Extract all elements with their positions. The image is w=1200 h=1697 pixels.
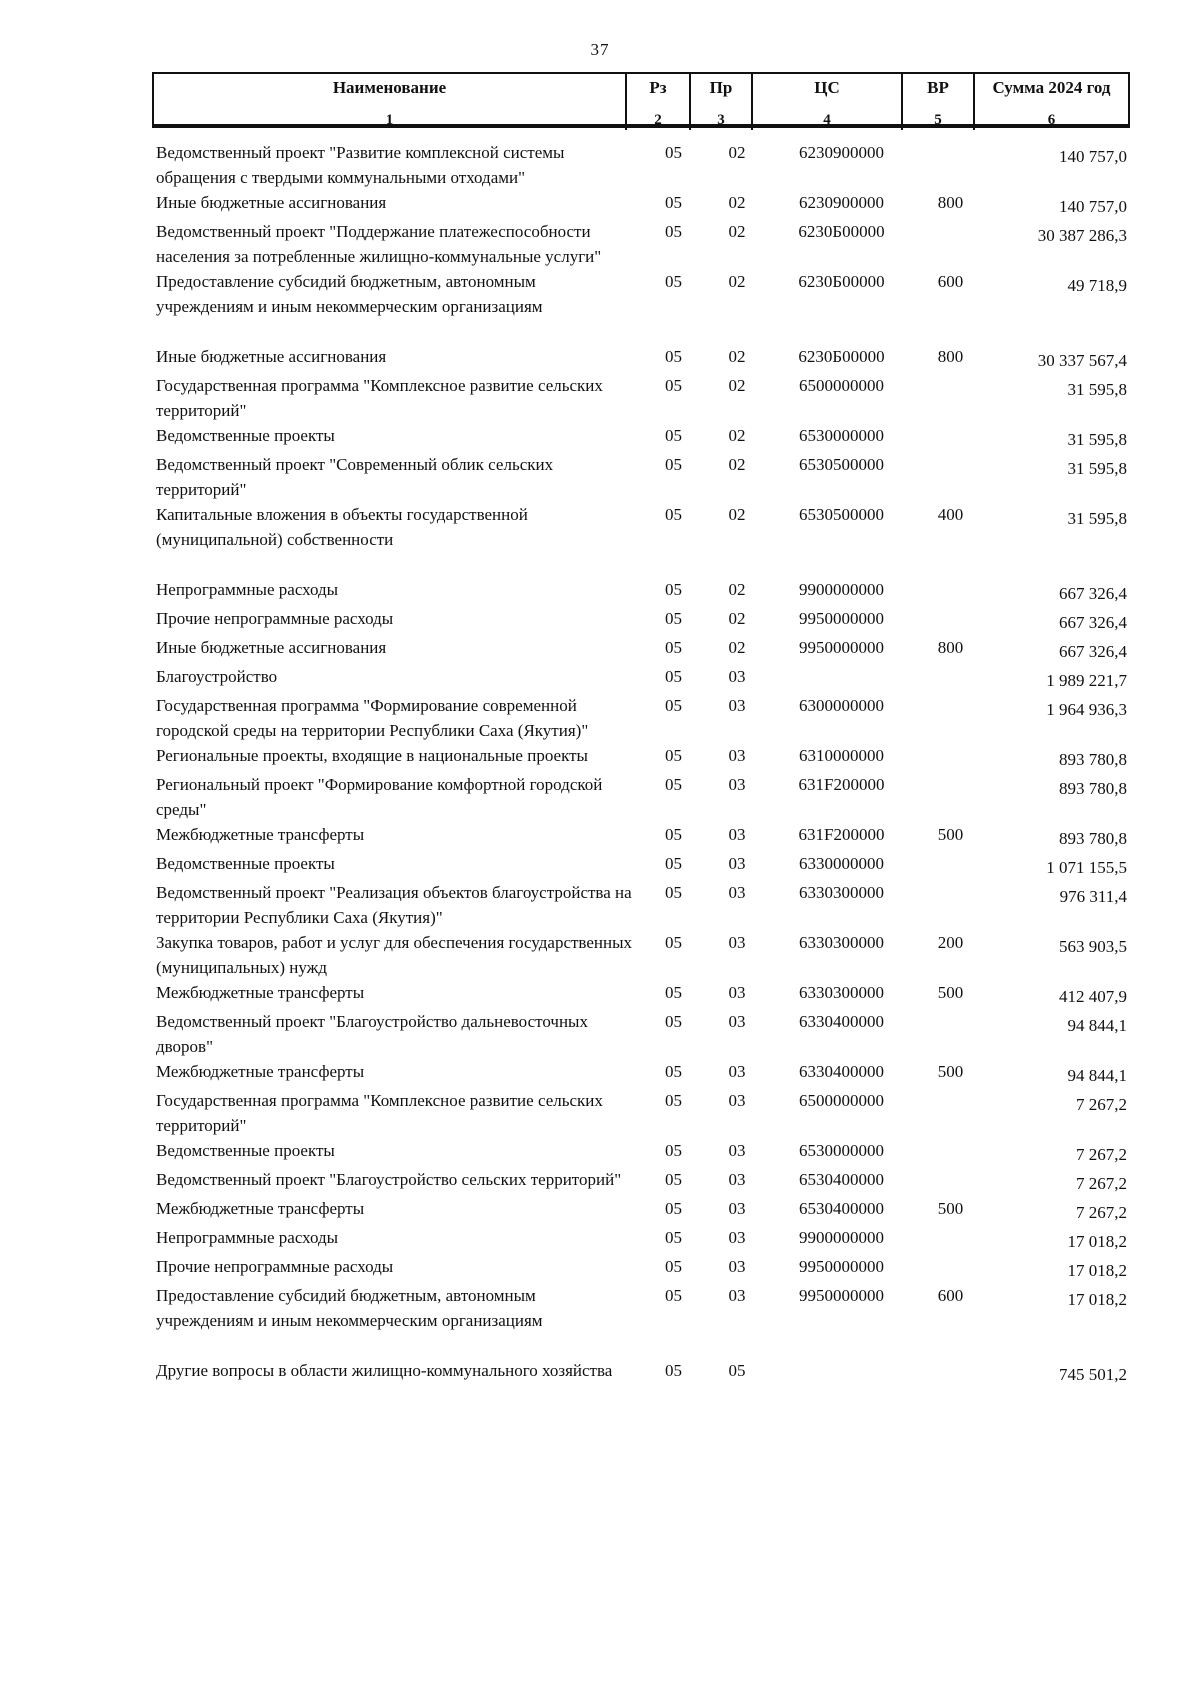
table-row [152,140,1137,190]
row-sum: 140 757,0 [1059,197,1127,216]
row-sum: 31 595,8 [1067,380,1127,399]
row-sum: 31 595,8 [1067,430,1127,449]
row-rz: 05 [665,746,682,765]
row-pr: 02 [728,222,746,241]
row-rz: 05 [665,455,682,474]
table-row [152,1138,1137,1167]
row-name: Ведомственные проекты [156,426,335,445]
row-name: Ведомственный проект "Реализация объектов благоустройства на территории Республики Саха (Якутия)" [156,883,632,927]
row-pr: 02 [728,455,746,474]
row-sum: 563 903,5 [1059,937,1127,956]
row-sum: 1 989 221,7 [1046,671,1127,690]
row-vr [914,140,987,190]
header-col-vr-num: 5 [934,112,942,128]
row-vr [914,851,987,880]
row-sum: 140 757,0 [1059,147,1127,166]
row-rz: 05 [665,1141,682,1160]
row-sum: 412 407,9 [1059,987,1127,1006]
row-pr: 03 [728,883,746,902]
table-row [152,635,1137,664]
row-sum: 30 337 567,4 [1037,351,1127,370]
row-sum: 667 326,4 [1059,613,1127,632]
table-row [152,1009,1137,1059]
table-body [152,140,1137,1387]
row-vr: 800 [937,347,964,366]
row-pr: 02 [728,505,746,524]
row-name: Межбюджетные трансферты [156,825,365,844]
row-vr [914,1167,987,1196]
row-sum: 893 780,8 [1059,829,1127,848]
row-vr [914,693,987,743]
row-cs: 9900000000 [799,580,884,599]
row-name: Капитальные вложения в объекты государственной (муниципальной) собственности [156,505,528,549]
row-rz: 05 [665,983,682,1002]
table-row [152,1358,1137,1387]
table-row [152,1167,1137,1196]
row-rz: 05 [665,638,682,657]
row-sum: 17 018,2 [1067,1261,1127,1280]
row-sum: 893 780,8 [1059,779,1127,798]
table-row [152,1283,1137,1333]
header-col-rz-title: Рз [649,78,667,97]
row-vr [914,1225,987,1254]
row-name: Предоставление субсидий бюджетным, автономным учреждениям и иным некоммерческим организациям [156,1286,543,1330]
row-cs: 6330300000 [799,983,884,1002]
row-cs: 6230Б00000 [798,272,885,291]
row-pr: 03 [728,746,746,765]
row-rz: 05 [665,143,682,162]
header-col-cs-title: ЦС [814,78,840,97]
table-row [152,743,1137,772]
row-sum: 667 326,4 [1059,642,1127,661]
row-name: Закупка товаров, работ и услуг для обеспечения государственных (муниципальных) нужд [156,933,633,977]
header-col-vr [903,74,975,130]
row-name: Другие вопросы в области жилищно-коммунального хозяйства [156,1361,613,1380]
row-vr: 500 [937,1199,964,1218]
row-cs: 6330000000 [799,854,884,873]
row-name: Региональный проект "Формирование комфортной городской среды" [156,775,603,819]
row-rz: 05 [665,1170,682,1189]
row-name: Ведомственные проекты [156,854,335,873]
row-name: Ведомственный проект "Благоустройство дальневосточных дворов" [156,1012,588,1056]
row-vr [914,1358,987,1387]
row-vr: 200 [937,933,964,952]
row-pr: 03 [728,1091,746,1110]
row-name: Ведомственный проект "Развитие комплексной системы обращения с твердыми коммунальными отходами" [156,143,565,187]
row-rz: 05 [665,609,682,628]
row-rz: 05 [665,193,682,212]
row-rz: 05 [665,347,682,366]
row-vr [914,1138,987,1167]
row-cs: 6310000000 [799,746,884,765]
table-row [152,980,1137,1009]
row-pr: 03 [728,983,746,1002]
table-row [152,664,1137,693]
table-row [152,1225,1137,1254]
row-vr [914,219,987,269]
row-cs: 6530500000 [799,455,884,474]
table-row [152,772,1137,822]
table-row [152,1059,1137,1088]
row-pr: 03 [728,1199,746,1218]
header-col-vr-title: ВР [927,78,949,97]
row-pr: 05 [728,1361,746,1380]
row-cs: 6530000000 [799,1141,884,1160]
header-col-rz-num: 2 [654,112,662,128]
row-pr: 02 [728,638,746,657]
row-pr: 02 [728,376,746,395]
row-cs [769,1358,914,1387]
page-number: 37 [590,40,610,59]
row-cs: 6530500000 [799,505,884,524]
row-pr: 03 [728,1228,746,1247]
row-cs: 6530000000 [799,426,884,445]
row-vr [914,452,987,502]
row-vr [914,664,987,693]
row-cs: 6230900000 [799,193,884,212]
row-cs: 6330300000 [799,883,884,902]
row-sum: 30 387 286,3 [1037,226,1127,245]
header-col-sum-title: Сумма 2024 год [992,78,1111,97]
row-vr [914,577,987,606]
table-row [152,1088,1137,1138]
row-rz: 05 [665,696,682,715]
row-name: Непрограммные расходы [156,580,339,599]
row-cs: 9950000000 [799,638,884,657]
row-rz: 05 [665,775,682,794]
row-vr: 500 [937,825,964,844]
header-col-name [154,74,627,130]
row-pr: 02 [728,143,746,162]
table-row [152,344,1137,373]
row-rz: 05 [665,1361,682,1380]
row-cs: 9950000000 [799,1286,884,1305]
header-col-pr [691,74,753,130]
table-row [152,880,1137,930]
row-vr [914,880,987,930]
row-sum: 667 326,4 [1059,584,1127,603]
row-vr [914,1088,987,1138]
row-cs: 631F200000 [798,775,885,794]
row-pr: 02 [728,193,746,212]
row-sum: 31 595,8 [1067,509,1127,528]
row-vr [914,772,987,822]
row-name: Прочие непрограммные расходы [156,609,394,628]
row-rz: 05 [665,505,682,524]
row-rz: 05 [665,1199,682,1218]
row-rz: 05 [665,854,682,873]
table-row [152,423,1137,452]
row-pr: 03 [728,667,746,686]
row-sum: 1 964 936,3 [1046,700,1127,719]
row-pr: 03 [728,1257,746,1276]
row-name: Ведомственные проекты [156,1141,335,1160]
row-name: Иные бюджетные ассигнования [156,347,387,366]
row-name: Иные бюджетные ассигнования [156,638,387,657]
row-vr [914,1254,987,1283]
header-col-cs-num: 4 [823,112,831,128]
row-cs: 6530400000 [799,1199,884,1218]
row-vr: 500 [937,983,964,1002]
row-cs [769,664,914,693]
row-vr [914,1009,987,1059]
row-vr: 500 [937,1062,964,1081]
row-vr [914,373,987,423]
row-cs: 9900000000 [799,1228,884,1247]
row-cs: 6300000000 [799,696,884,715]
header-col-name-num: 1 [385,112,394,128]
row-rz: 05 [665,580,682,599]
header-col-cs [753,74,903,130]
row-sum: 1 071 155,5 [1046,858,1127,877]
row-vr: 400 [937,505,964,524]
row-sum: 7 267,2 [1076,1095,1127,1114]
row-sum: 49 718,9 [1067,276,1127,295]
row-vr [914,423,987,452]
row-name: Ведомственный проект "Благоустройство сельских территорий" [156,1170,622,1189]
row-name: Межбюджетные трансферты [156,1199,365,1218]
row-cs: 6230Б00000 [798,347,885,366]
row-rz: 05 [665,825,682,844]
table-row [152,822,1137,851]
row-cs: 6500000000 [799,376,884,395]
table-row [152,502,1137,552]
row-pr: 03 [728,1170,746,1189]
row-name: Предоставление субсидий бюджетным, автономным учреждениям и иным некоммерческим организациям [156,272,543,316]
row-rz: 05 [665,1091,682,1110]
row-vr [914,606,987,635]
row-pr: 02 [728,272,746,291]
table-row [152,577,1137,606]
row-name: Ведомственный проект "Поддержание платежеспособности населения за потребленные жилищно-коммунальные услуги" [156,222,602,266]
table-row [152,219,1137,269]
row-name: Региональные проекты, входящие в национальные проекты [156,746,588,765]
row-sum: 94 844,1 [1067,1066,1127,1085]
row-pr: 03 [728,854,746,873]
row-cs: 6330400000 [799,1012,884,1031]
row-pr: 03 [728,696,746,715]
row-sum: 7 267,2 [1076,1145,1127,1164]
row-sum: 976 311,4 [1059,887,1127,906]
header-col-sum [975,74,1128,130]
row-sum: 94 844,1 [1067,1016,1127,1035]
table-row [152,1196,1137,1225]
table-row [152,452,1137,502]
row-vr: 600 [937,272,964,291]
row-name: Государственная программа "Комплексное развитие сельских территорий" [156,376,603,420]
row-name: Ведомственный проект "Современный облик сельских территорий" [156,455,554,499]
row-rz: 05 [665,667,682,686]
row-cs: 6330300000 [799,933,884,952]
header-col-pr-num: 3 [717,112,725,128]
table-row [152,373,1137,423]
table-header [152,72,1130,128]
header-col-pr-title: Пр [709,78,733,97]
row-cs: 6530400000 [799,1170,884,1189]
table-row [152,269,1137,319]
table-row [152,851,1137,880]
row-sum: 893 780,8 [1059,750,1127,769]
row-sum: 31 595,8 [1067,459,1127,478]
row-cs: 9950000000 [799,609,884,628]
row-name: Межбюджетные трансферты [156,983,365,1002]
row-vr: 800 [937,638,964,657]
row-rz: 05 [665,272,682,291]
row-vr: 800 [937,193,964,212]
row-sum: 7 267,2 [1076,1203,1127,1222]
row-rz: 05 [665,1062,682,1081]
row-pr: 02 [728,609,746,628]
row-cs: 6230900000 [799,143,884,162]
row-name: Благоустройство [156,667,278,686]
row-pr: 02 [728,347,746,366]
row-name: Государственная программа "Формирование современной городской среды на территории Республики Саха (Якутия)" [156,696,589,740]
row-cs: 6330400000 [799,1062,884,1081]
row-rz: 05 [665,426,682,445]
row-name: Прочие непрограммные расходы [156,1257,394,1276]
row-rz: 05 [665,883,682,902]
row-vr [914,743,987,772]
row-sum: 745 501,2 [1059,1365,1127,1384]
row-sum: 7 267,2 [1076,1174,1127,1193]
header-col-name-title: Наименование [332,78,447,97]
row-name: Межбюджетные трансферты [156,1062,365,1081]
row-pr: 03 [728,1062,746,1081]
header-col-rz [627,74,691,130]
row-name: Государственная программа "Комплексное развитие сельских территорий" [156,1091,603,1135]
row-pr: 02 [728,426,746,445]
row-pr: 03 [728,825,746,844]
row-rz: 05 [665,222,682,241]
row-rz: 05 [665,1012,682,1031]
header-col-sum-num: 6 [1047,112,1056,128]
row-pr: 03 [728,775,746,794]
table-row [152,606,1137,635]
table-row [152,930,1137,980]
row-rz: 05 [665,933,682,952]
row-pr: 03 [728,1141,746,1160]
row-rz: 05 [665,1286,682,1305]
row-rz: 05 [665,376,682,395]
row-cs: 6500000000 [799,1091,884,1110]
row-pr: 03 [728,1012,746,1031]
row-sum: 17 018,2 [1067,1290,1127,1309]
table-row [152,190,1137,219]
row-name: Непрограммные расходы [156,1228,339,1247]
row-sum: 17 018,2 [1067,1232,1127,1251]
table-row [152,1254,1137,1283]
row-rz: 05 [665,1228,682,1247]
row-name: Иные бюджетные ассигнования [156,193,387,212]
row-pr: 03 [728,933,746,952]
row-vr: 600 [937,1286,964,1305]
row-rz: 05 [665,1257,682,1276]
row-cs: 9950000000 [799,1257,884,1276]
row-cs: 631F200000 [798,825,885,844]
row-pr: 02 [728,580,746,599]
row-pr: 03 [728,1286,746,1305]
row-cs: 6230Б00000 [798,222,885,241]
table-row [152,693,1137,743]
